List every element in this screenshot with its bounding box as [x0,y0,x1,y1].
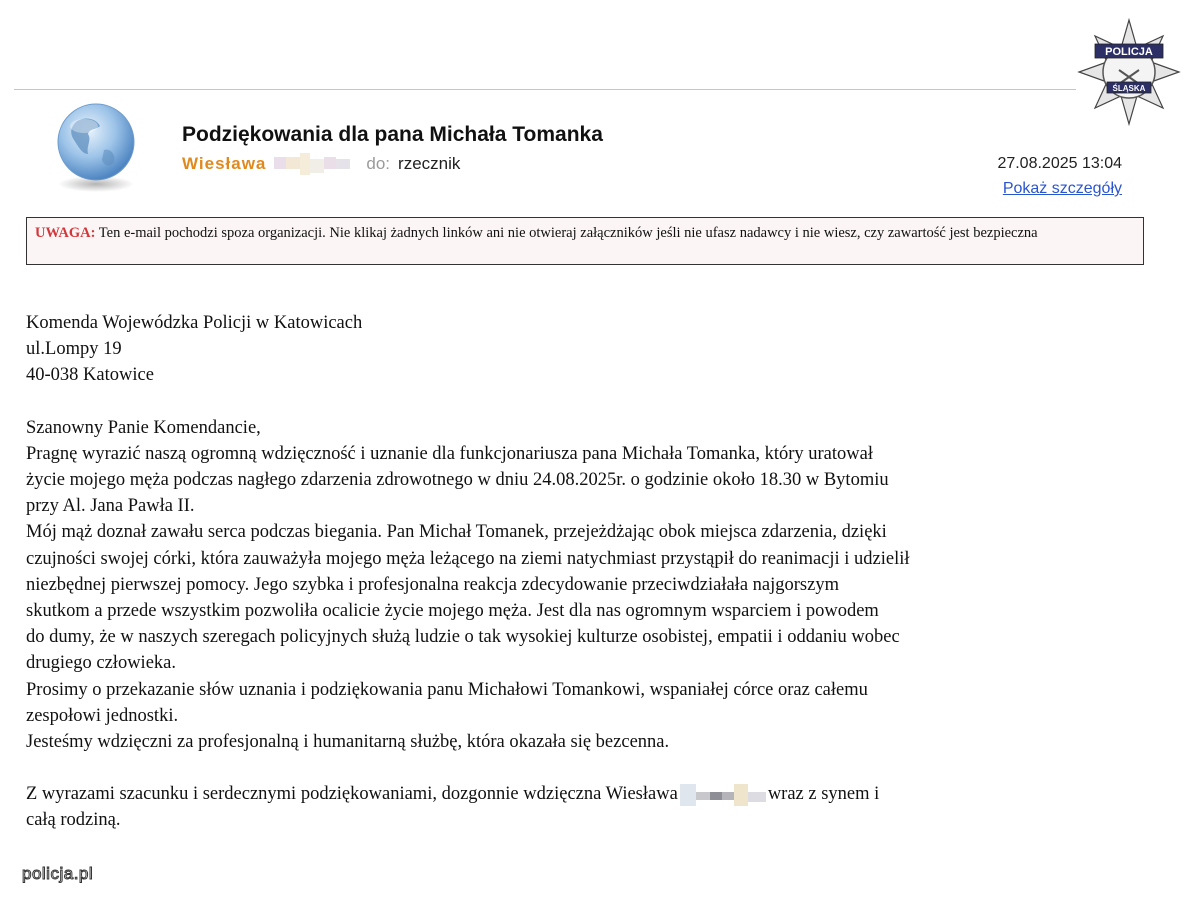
closing-line-last: całą rodziną. [26,810,121,831]
address-line: ul.Lompy 19 [26,339,122,360]
email-body [26,310,1166,834]
globe-avatar-icon [50,100,142,194]
badge-top-text: POLICJA [1105,46,1153,58]
body-line: do dumy, że w naszych szeregach policyjnych służą ludzie o tak wysokiej kulturze osobistej, empatii i oddaniu wobec [26,627,900,648]
body-line: przy Al. Jana Pawła II. [26,496,195,517]
sender-row [182,152,460,176]
body-line: drugiego człowieka. [26,653,176,674]
redacted-surname [274,153,350,175]
address-line: Komenda Wojewódzka Policji w Katowicach [26,313,363,333]
closing-text-end: wraz z synem i [767,784,880,805]
body-line: Mój mąż doznał zawału serca podczas biegania. Pan Michał Tomanek, przejeżdżając obok miejsca zdarzenia, dzięki [26,522,887,543]
to-label: do: [366,154,391,173]
watermark: policja.pl [22,864,94,883]
recipient[interactable]: rzecznik [398,154,461,173]
body-line: Prosimy o przekazanie słów uznania i podziękowania panu Michałowi Tomankowi, wspaniałej córce oraz całemu [26,679,868,700]
warning-label: UWAGA: [35,225,96,241]
sender-name[interactable]: Wiesława [182,154,267,173]
closing-line [26,781,1166,807]
body-line: zespołowi jednostki. [26,705,179,726]
show-details-link[interactable]: Pokaż szczegóły [1002,180,1122,197]
body-line: życie mojego męża podczas nagłego zdarzenia zdrowotnego w dniu 24.08.2025r. o godzinie około 18.30 w Bytomiu [26,470,889,491]
badge-bottom-text: ŚLĄSKA [1112,84,1146,93]
body-line: Jesteśmy wdzięczni za profesjonalną i humanitarną służbę, która okazała się bezcenna. [26,732,670,753]
header-divider [14,89,1076,90]
body-line: Szanowny Panie Komendancie, [26,417,261,438]
redacted-surname-inline [680,784,766,806]
email-subject: Podziękowania dla pana Michała Tomanka [182,123,603,146]
closing-text-start: Z wyrazami szacunku i serdecznymi podziękowaniami, dozgonnie wdzięczna Wiesława [26,784,678,805]
address-line: 40-038 Katowice [26,365,154,386]
email-date: 27.08.2025 13:04 [997,155,1122,172]
body-line: Pragnę wyrazić naszą ogromną wdzięczność i uznanie dla funkcjonariusza pana Michała Tomanka, który uratował [26,443,873,464]
external-email-warning [26,217,1144,265]
body-line: czujności swojej córki, która zauważyła mojego męża leżącego na ziemi natychmiast przystąpił do reanimacji i udzielił [26,548,910,569]
warning-text: Ten e-mail pochodzi spoza organizacji. Nie klikaj żadnych linków ani nie otwieraj załączników jeśli nie ufasz nadawcy i nie wiesz, czy zawartość jest bezpieczna [95,225,1038,241]
body-line: skutkom a przede wszystkim pozwoliła ocalicie życie mojego męża. Jest dla nas ogromnym wsparciem i powodem [26,601,879,622]
police-star-badge [1075,18,1183,126]
body-line: niezbędnej pierwszej pomocy. Jego szybka i profesjonalna reakcja zdecydowanie przeciwdziałała najgorszym [26,574,839,595]
